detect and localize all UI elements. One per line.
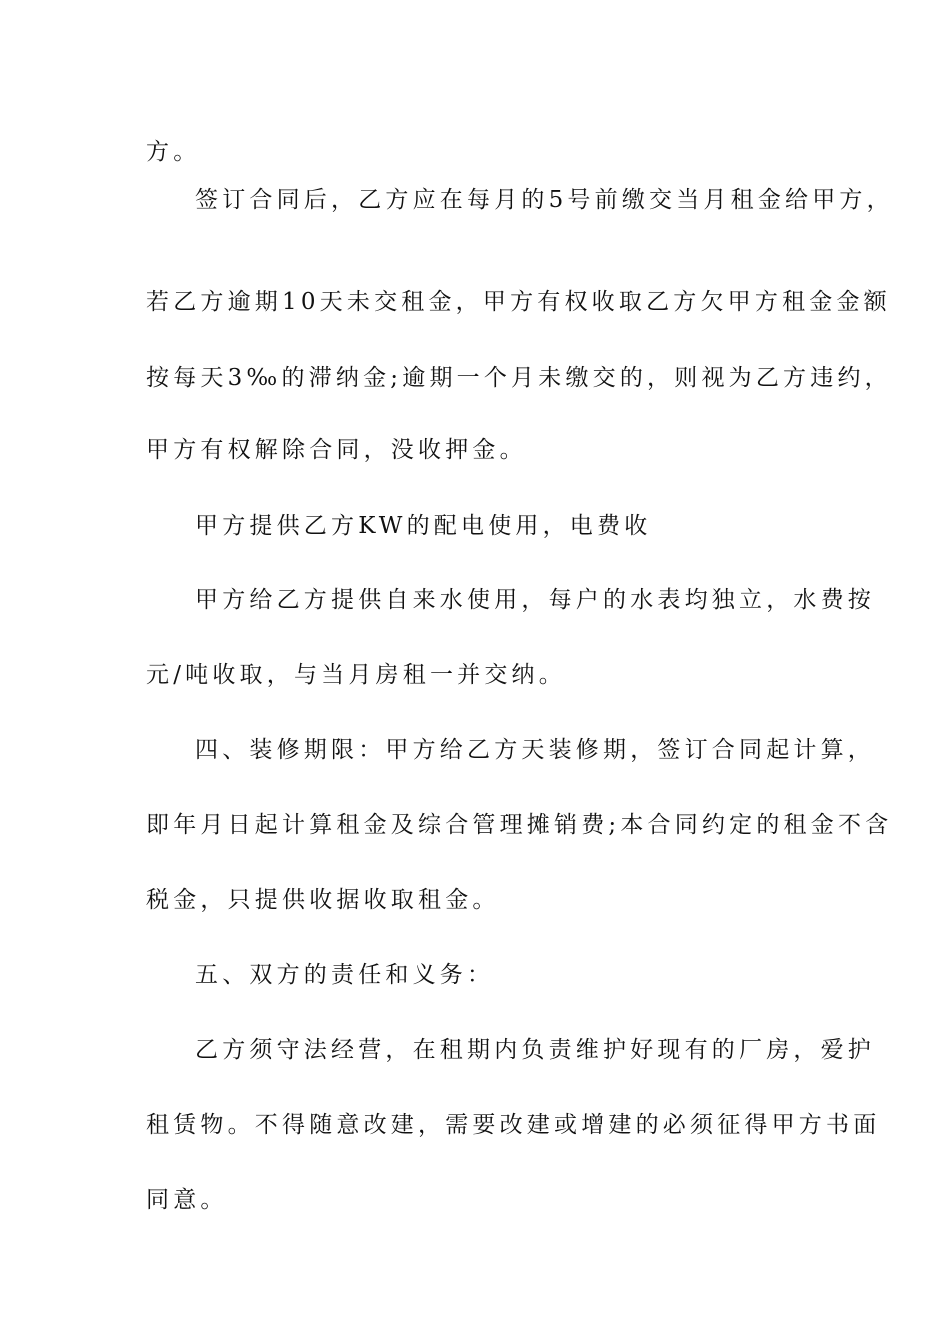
text-line: 元/吨收取，与当月房租一并交纳。 — [146, 662, 566, 688]
text-line: 甲方有权解除合同，没收押金。 — [146, 437, 527, 463]
text-line: 乙方须守法经营，在租期内负责维护好现有的厂房，爱护 — [195, 1037, 875, 1063]
text-line: 税金，只提供收据收取租金。 — [146, 887, 500, 913]
text-line: 甲方提供乙方KW的配电使用，电费收 — [195, 513, 652, 539]
text-line: 若乙方逾期10天未交租金，甲方有权收取乙方欠甲方租金金额 — [146, 289, 891, 315]
section-heading-responsibilities: 五、双方的责任和义务： — [195, 962, 495, 988]
text-line: 甲方给乙方提供自来水使用，每户的水表均独立，水费按 — [195, 587, 875, 613]
text-line: 方。 — [146, 139, 201, 165]
text-line: 同意。 — [146, 1187, 228, 1213]
section-heading-renovation: 四、装修期限：甲方给乙方天装修期，签订合同起计算， — [195, 737, 875, 763]
text-line: 租赁物。不得随意改建，需要改建或增建的必须征得甲方书面 — [146, 1112, 881, 1138]
text-line: 即年月日起计算租金及综合管理摊销费;本合同约定的租金不含 — [146, 812, 893, 838]
text-line: 签订合同后，乙方应在每月的5号前缴交当月租金给甲方， — [195, 187, 894, 213]
text-line: 按每天3‰的滞纳金;逾期一个月未缴交的，则视为乙方违约， — [146, 365, 892, 391]
